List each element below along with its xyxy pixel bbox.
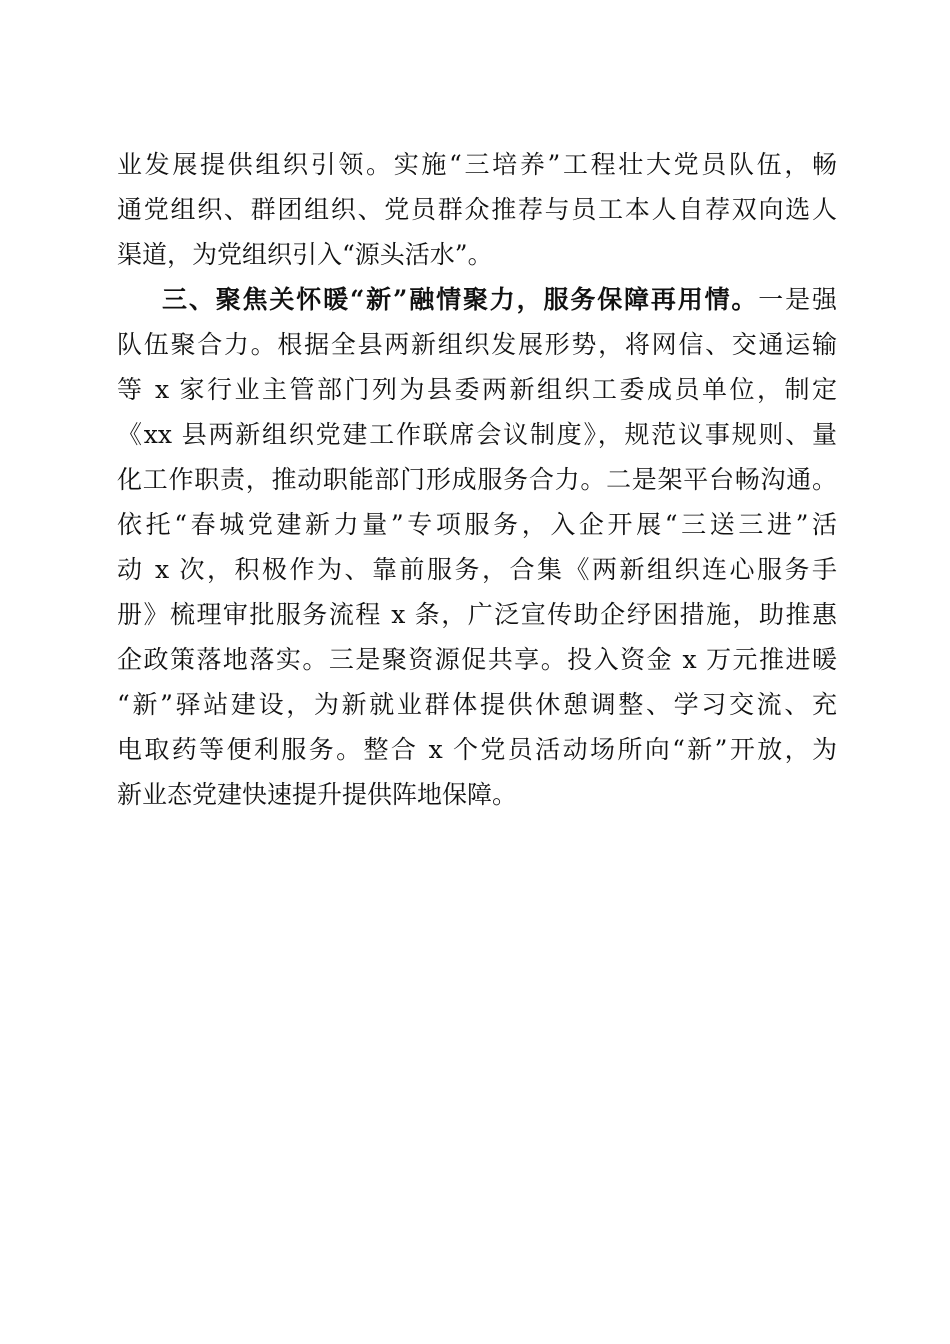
paragraph-line: 新业态党建快速提升提供阵地保障。 [117, 780, 518, 809]
paragraph-line: 化工作职责，推动职能部门形成服务合力。二是架平台畅沟通。 [117, 465, 837, 494]
paragraph-line: 册》梳理审批服务流程 x 条，广泛宣传助企纾困措施，助推惠 [117, 600, 837, 629]
paragraph-line: 队伍聚合力。根据全县两新组织发展形势，将网信、交通运输 [117, 330, 837, 359]
paragraph-line: 《xx 县两新组织党建工作联席会议制度》，规范议事规则、量 [117, 420, 837, 449]
paragraph-line: 业发展提供组织引领。实施“三培养”工程壮大党员队伍，畅 [117, 150, 837, 179]
section-heading-line [117, 277, 837, 322]
paragraph-line: 电取药等便利服务。整合 x 个党员活动场所向“新”开放，为 [117, 735, 837, 764]
paragraph-line: 等 x 家行业主管部门列为县委两新组织工委成员单位，制定 [117, 375, 837, 404]
paragraph-line: 渠道，为党组织引入“源头活水”。 [117, 240, 493, 269]
paragraph-line: 企政策落地落实。三是聚资源促共享。投入资金 x 万元推进暖 [117, 645, 837, 674]
document-body [117, 142, 837, 817]
paragraph-line: 动 x 次，积极作为、靠前服务，合集《两新组织连心服务手 [117, 555, 837, 584]
section-text: 一是强 [758, 285, 837, 314]
section-heading: 三、聚焦关怀暖“新”融情聚力，服务保障再用情。 [162, 285, 759, 314]
paragraph-line: “新”驿站建设，为新就业群体提供休憩调整、学习交流、充 [117, 690, 837, 719]
paragraph-line: 通党组织、群团组织、党员群众推荐与员工本人自荐双向选人 [117, 195, 837, 224]
paragraph-line: 依托“春城党建新力量”专项服务，入企开展“三送三进”活 [117, 510, 837, 539]
